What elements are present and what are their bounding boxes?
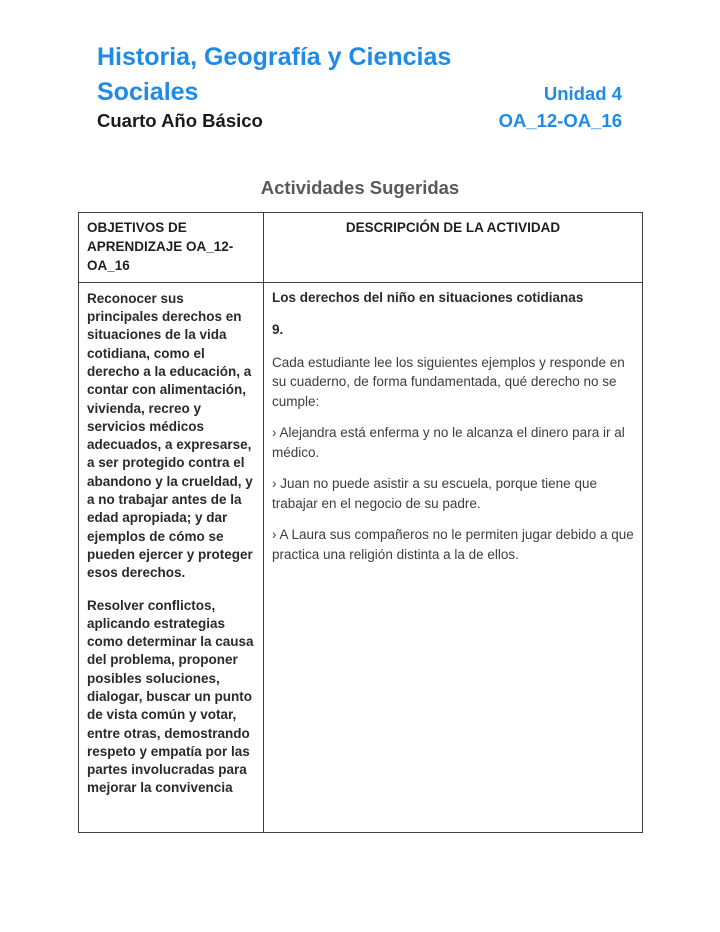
activity-example-2: › Juan no puede asistir a su escuela, porque tiene que trabajar en el negocio de su padre. bbox=[272, 476, 597, 511]
section-title: Actividades Sugeridas bbox=[260, 176, 460, 198]
activity-number: 9. bbox=[272, 322, 284, 338]
activity-intro: Cada estudiante lee los siguientes ejemplos y responde en su cuaderno, de forma fundamentada, qué derecho no se cumple: bbox=[272, 354, 625, 409]
table-body-row bbox=[79, 282, 643, 832]
column-header-description: DESCRIPCIÓN DE LA ACTIVIDAD bbox=[264, 212, 643, 282]
objective-paragraph-2: Resolver conflictos, aplicando estrategias como determinar la causa del problema, proponer posibles soluciones, dialogar, buscar un punto de vista común y votar, entre otras, demostrando respeto y empatía por las partes involucradas para mejorar la convivencia bbox=[87, 597, 254, 796]
document-title-line2: Sociales bbox=[97, 78, 199, 106]
activity-title: Los derechos del niño en situaciones cotidianas bbox=[272, 289, 584, 305]
objective-paragraph-1: Reconocer sus principales derechos en situaciones de la vida cotidiana, como el derecho a la educación, a contar con alimentación, vivienda, recreo y servicios médicos adecuados, a expresarse, a ser protegido contra el abandono y la crueldad, y a no trabajar antes de la edad apropiada; y dar ejemplos de cómo se pueden ejercer y proteger esos derechos. bbox=[87, 290, 253, 581]
header-row-course-oa bbox=[97, 110, 622, 132]
document-header bbox=[0, 0, 720, 132]
activity-example-1: › Alejandra está enferma y no le alcanza el dinero para ir al médico. bbox=[272, 425, 625, 460]
oa-codes-label: OA_12-OA_16 bbox=[498, 109, 622, 131]
unit-label: Unidad 4 bbox=[543, 83, 622, 104]
document-title-line1: Historia, Geografía y Ciencias bbox=[97, 43, 452, 71]
activities-table bbox=[78, 212, 643, 833]
objectives-cell bbox=[79, 282, 264, 832]
table-header-row bbox=[79, 212, 643, 282]
activity-description-cell bbox=[264, 282, 643, 832]
header-row-title2-unit bbox=[97, 78, 622, 107]
column-header-objectives: OBJETIVOS DE APRENDIZAJE OA_12-OA_16 bbox=[79, 212, 264, 282]
activity-example-3: › A Laura sus compañeros no le permiten jugar debido a que practica una religión distinta a la de ellos. bbox=[272, 527, 634, 562]
course-label: Cuarto Año Básico bbox=[97, 109, 263, 131]
